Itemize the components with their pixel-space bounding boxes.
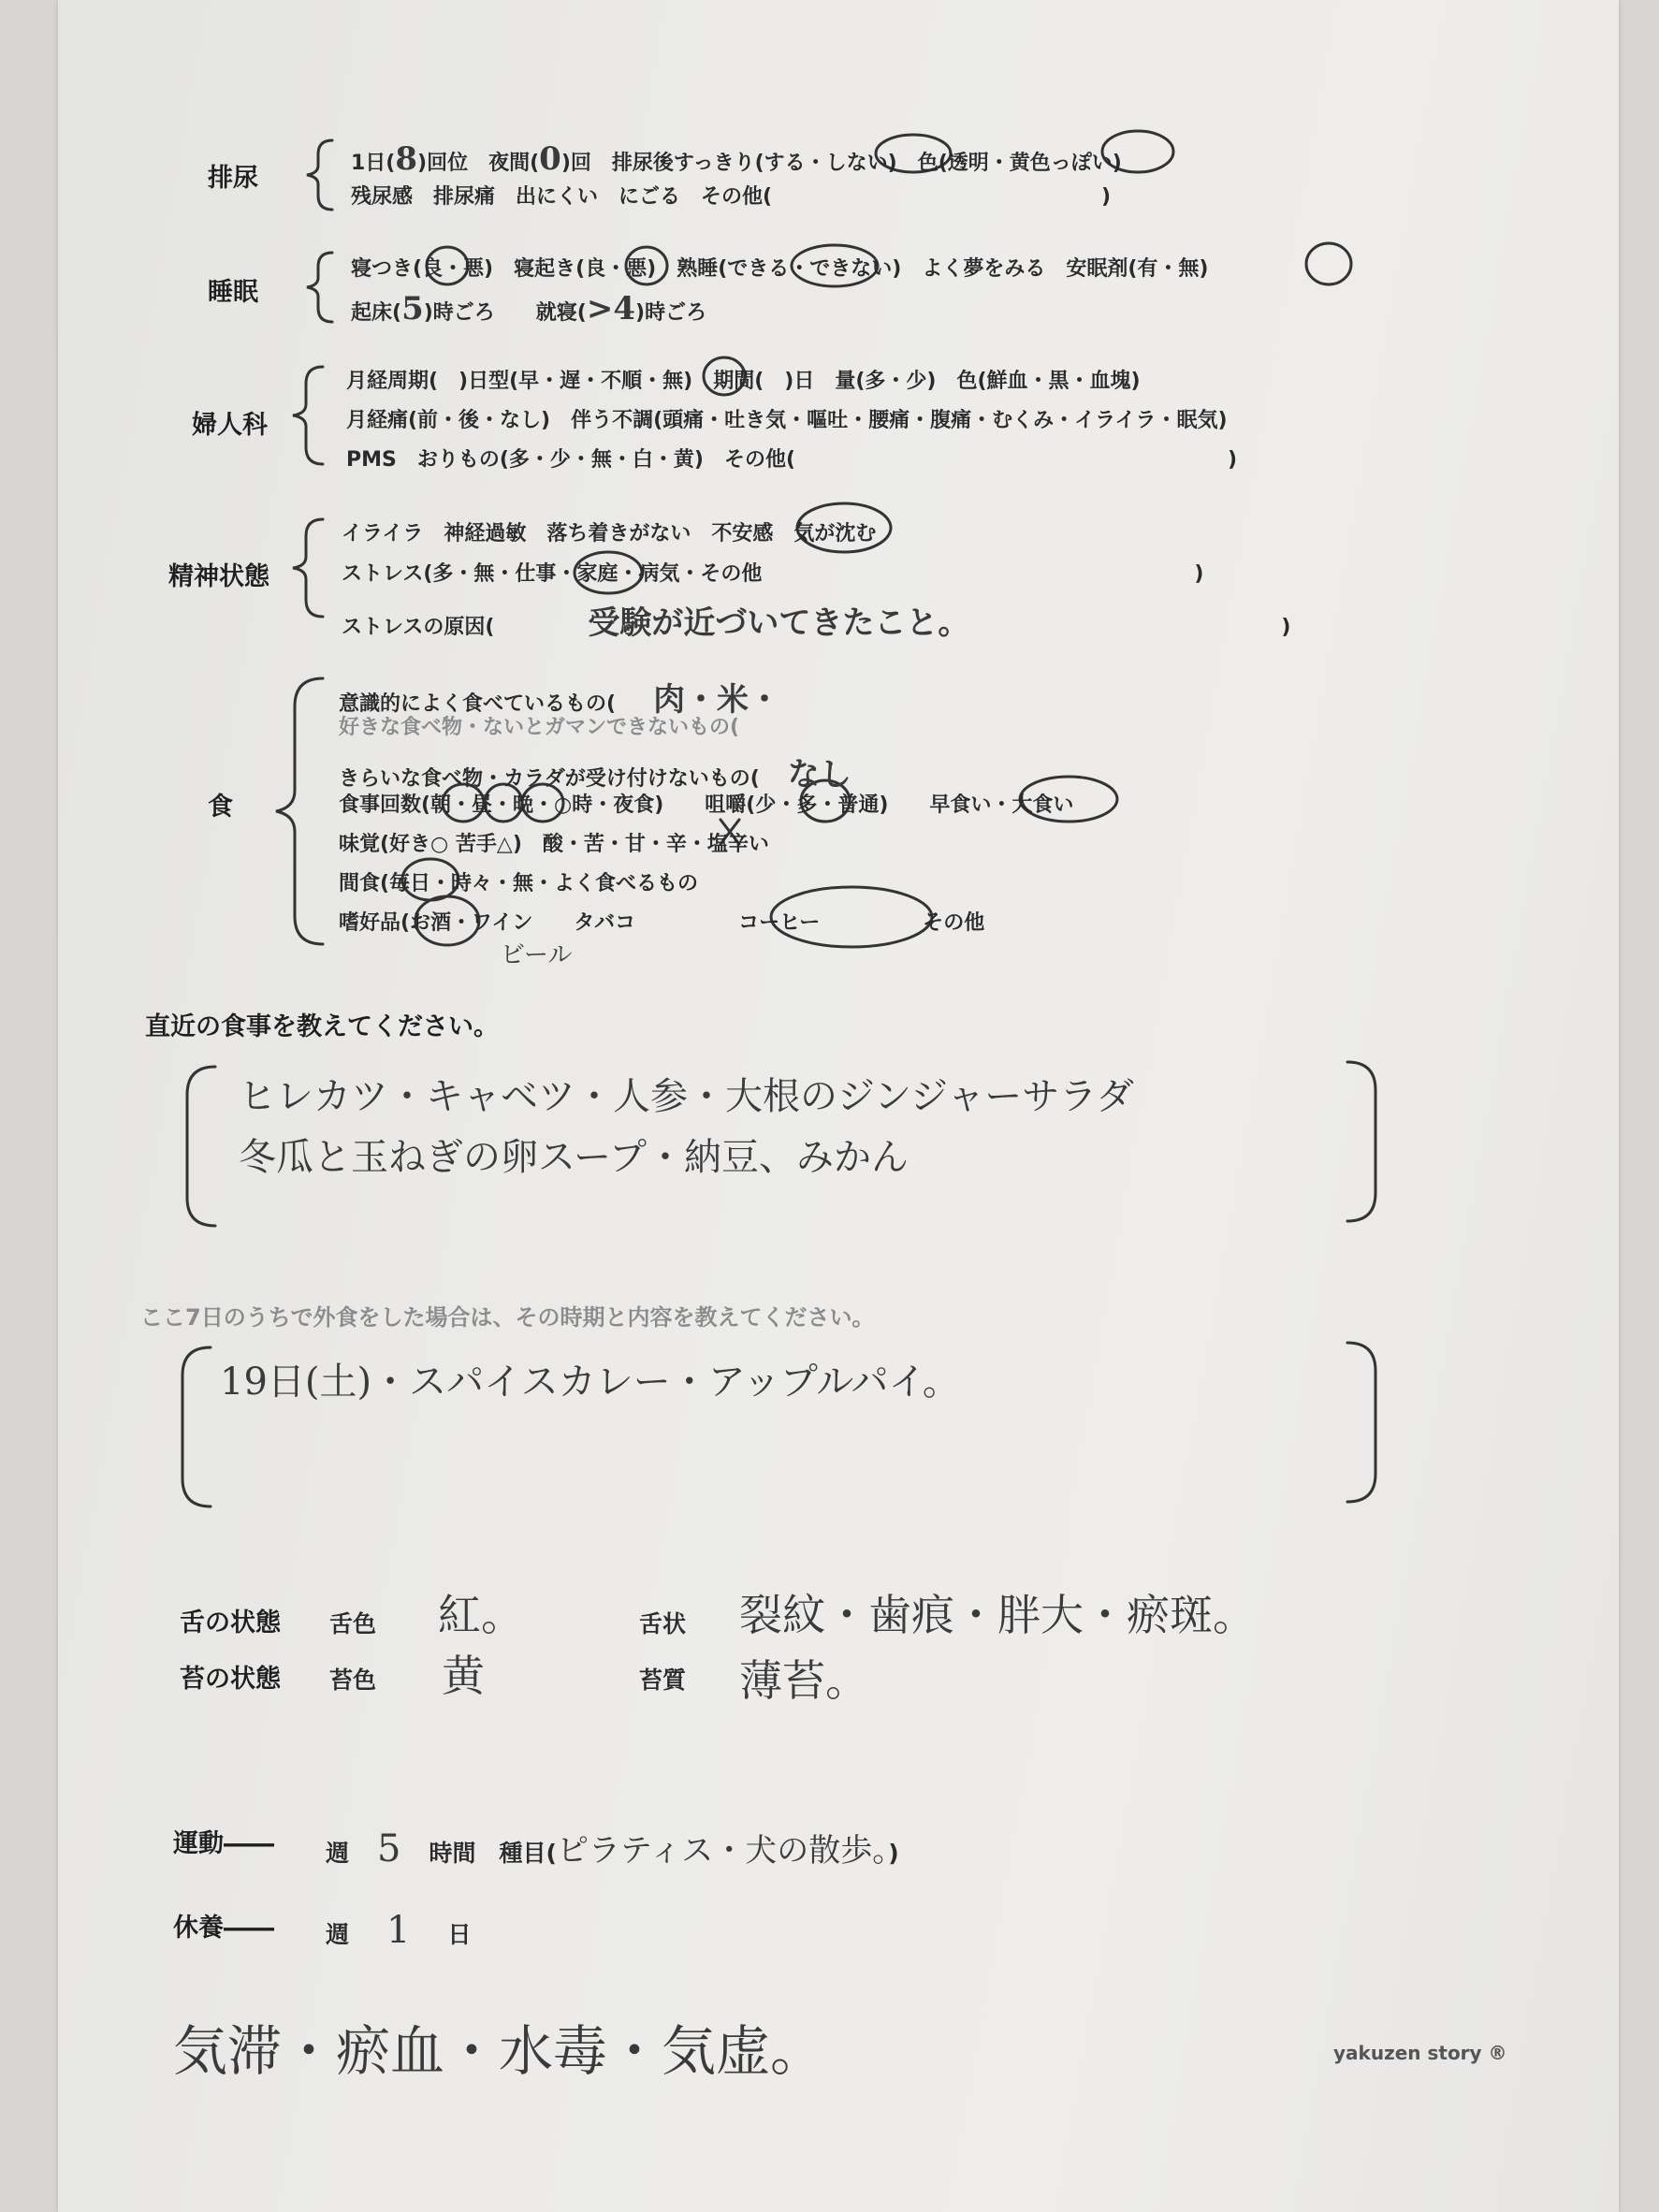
mental-line2: ストレス(多・無・仕事・家庭・病気・その他 ) xyxy=(342,562,1204,586)
label: )時ごろ xyxy=(635,301,707,325)
hw-rest-days: 1 xyxy=(386,1909,411,1952)
section-title-gynecology: 婦人科 xyxy=(192,411,268,440)
section-title-food: 食 xyxy=(208,793,233,822)
hw-bed: >4 xyxy=(586,290,636,327)
exercise-line xyxy=(326,1825,899,1870)
hw-diagnosis: 気滞・瘀血・水毒・気虚。 xyxy=(173,2019,825,2083)
bracket-out-right xyxy=(1347,1343,1375,1502)
food-line6: 間食(毎日・時々・無・よく食べるもの xyxy=(339,872,699,895)
food-line3 xyxy=(339,749,851,794)
label: ) xyxy=(1281,616,1291,639)
brace-sleep xyxy=(307,253,332,322)
hw-stress-cause: 受験が近づいてきたこと。 xyxy=(588,604,954,642)
label: 種目( xyxy=(499,1840,557,1867)
rest-line xyxy=(326,1909,471,1952)
food-line5: 味覚(好き○ 苦手△) 酸・苦・甘・辛・塩辛い xyxy=(339,833,769,856)
gyne-line1: 月経周期( )日型(早・遅・不順・無) 期間( )日 量(多・少) 色(鮮血・黒・血塊) xyxy=(346,370,1141,393)
hw-night: 0 xyxy=(539,140,561,178)
urination-line2: 残尿感 排尿痛 出にくい にごる その他( ) xyxy=(351,185,1112,209)
tongue-shape-label: 舌状 xyxy=(639,1610,687,1637)
gyne-line3: PMS おりもの(多・少・無・白・黄) その他( ) xyxy=(346,448,1238,472)
food-line4: 食事回数(朝・昼・晩・○時・夜食) 咀嚼(少・多・普通) 早食い・大食い xyxy=(339,793,1074,817)
hw-tongue-shape: 裂紋・歯痕・胖大・瘀斑。 xyxy=(739,1590,1256,1640)
circle-nashi xyxy=(1306,243,1351,284)
brace-food xyxy=(276,678,323,944)
hw-beer: ビール xyxy=(501,941,573,969)
eating-out-label: ここ7日のうちで外食をした場合は、その時期と内容を教えてください。 xyxy=(140,1304,875,1331)
label: 週 xyxy=(326,1921,350,1948)
label: 日 xyxy=(447,1921,472,1948)
coat-quality-label: 苔質 xyxy=(639,1666,687,1694)
tongue-color-label: 舌色 xyxy=(329,1610,377,1637)
tongue-label: 舌の状態 xyxy=(180,1608,281,1637)
label: )回 排尿後すっきり(する・しない) 色(透明・黄色っぽい) xyxy=(560,152,1122,175)
brand-logo: yakuzen story ® xyxy=(1333,2042,1507,2064)
exercise-label: 運動―― xyxy=(173,1829,274,1858)
rest-label: 休養―― xyxy=(173,1914,274,1943)
section-title-mental: 精神状態 xyxy=(168,562,269,591)
bracket-out-left xyxy=(182,1347,211,1506)
brace-gyne xyxy=(293,367,323,464)
hw-count: 8 xyxy=(395,140,418,178)
coat-color-label: 苔色 xyxy=(329,1666,377,1694)
recent-meal-label: 直近の食事を教えてください。 xyxy=(145,1012,499,1041)
gyne-line2: 月経痛(前・後・なし) 伴う不調(頭痛・吐き気・嘔吐・腰痛・腹痛・むくみ・イライラ・眠気) xyxy=(346,409,1228,432)
label: 起床( xyxy=(351,301,402,325)
hw-tongue-color: 紅。 xyxy=(438,1590,524,1640)
brace-urination xyxy=(307,140,332,210)
section-title-sleep: 睡眠 xyxy=(208,278,258,307)
hw-exercise-hours: 5 xyxy=(377,1827,401,1870)
sleep-line2 xyxy=(351,290,706,327)
recent-meal-line2: 冬瓜と玉ねぎの卵スープ・納豆、みかん xyxy=(239,1136,909,1179)
hw-exercise-type: ピラティス・犬の散歩。 xyxy=(556,1832,889,1870)
label: 1日( xyxy=(351,152,396,175)
hw-wake: 5 xyxy=(401,290,424,327)
hw-coat-color: 黄 xyxy=(442,1651,485,1701)
eating-out-line1: 19日(土)・スパイスカレー・アップルパイ。 xyxy=(220,1361,960,1404)
label: ストレスの原因( xyxy=(342,616,495,639)
recent-meal-line1: ヒレカツ・キャベツ・人参・大根のジンジャーサラダ xyxy=(239,1075,1134,1118)
label: 時間 xyxy=(429,1840,476,1867)
hw-eat-often: 肉・米・ xyxy=(653,681,781,719)
label: )時ごろ 就寝( xyxy=(423,301,587,325)
urination-line1 xyxy=(351,140,1122,178)
sleep-line1: 寝つき(良・悪) 寝起き(良・悪) 熟睡(できる・できない) よく夢をみる 安眠剤(有・無) xyxy=(351,257,1209,281)
label: 意識的によく食べているもの( xyxy=(339,692,617,716)
food-line2: 好きな食べ物・ないとガマンできないもの( xyxy=(339,716,740,739)
label: )回位 夜間( xyxy=(417,152,540,175)
section-title-urination: 排尿 xyxy=(208,164,258,193)
coat-label: 苔の状態 xyxy=(180,1665,281,1694)
label: 週 xyxy=(326,1840,350,1867)
hw-dislike: なし xyxy=(787,756,851,793)
hw-coat-quality: 薄苔。 xyxy=(739,1655,868,1706)
food-line7: 嗜好品(お酒・ワイン タバコ コーヒー その他 xyxy=(339,911,985,935)
label: ) xyxy=(888,1840,899,1867)
bracket-recent-left xyxy=(187,1067,215,1226)
label: きらいな食べ物・カラダが受け付けないもの( xyxy=(339,767,760,791)
brace-mental xyxy=(293,519,323,617)
mental-line3 xyxy=(342,597,1290,643)
bracket-recent-right xyxy=(1347,1062,1375,1221)
mental-line1: イライラ 神経過敏 落ち着きがない 不安感 気が沈む xyxy=(342,522,877,546)
